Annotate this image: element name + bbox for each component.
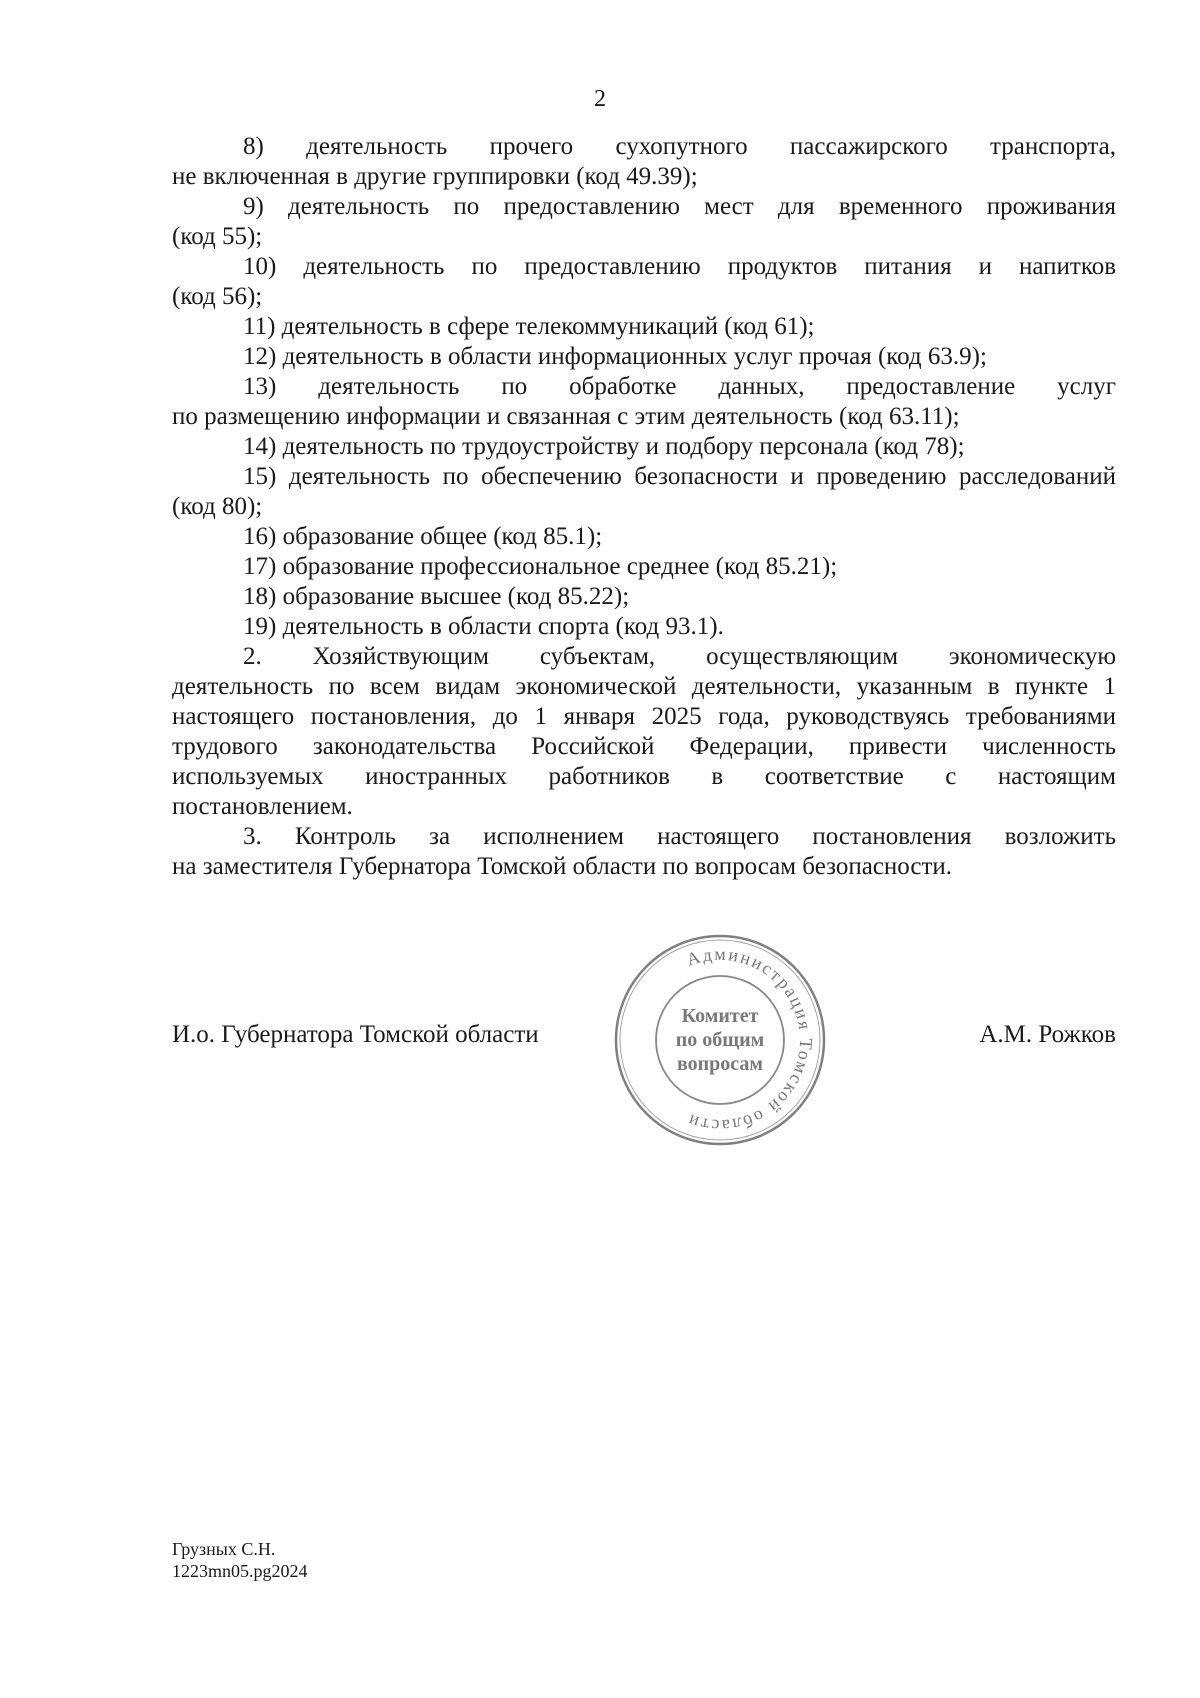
list-item-14: 14) деятельность по трудоустройству и подбору персонала (код 78); [243,433,965,460]
list-item-9-line-1: 9) деятельность по предоставлению мест для временного проживания [243,193,1116,220]
list-item-15-line-1: 15) деятельность по обеспечению безопасности и проведению расследований [243,463,1116,490]
paragraph-3-line-1: 3. Контроль за исполнением настоящего постановления возложить [243,823,1116,850]
footer-author: Грузных С.Н. [172,1539,276,1559]
list-item-8-line-2: не включенная в другие группировки (код 49.39); [172,163,698,190]
list-item-16: 16) образование общее (код 85.1); [243,523,603,550]
list-item-18: 18) образование высшее (код 85.22); [243,583,630,610]
list-item-12: 12) деятельность в области информационных услуг прочая (код 63.9); [243,343,987,370]
list-item-13-line-2: по размещению информации и связанная с этим деятельность (код 63.11); [172,403,960,430]
list-item-8-line-1: 8) деятельность прочего сухопутного пассажирского транспорта, [243,133,1116,160]
stamp-center-line-1: Комитет [681,1005,759,1027]
paragraph-2-line-5: используемых иностранных работников в соответствие с настоящим [172,763,1116,790]
list-item-19: 19) деятельность в области спорта (код 93.1). [243,613,724,640]
stamp-ring-text: Администрация Томской области [683,943,817,1137]
stamp-center-line-2: по общим [675,1029,765,1051]
signatory-position: И.о. Губернатора Томской области [172,1021,539,1048]
official-stamp [612,932,828,1148]
list-item-13-line-1: 13) деятельность по обработке данных, предоставление услуг [243,373,1116,400]
paragraph-2-line-4: трудового законодательства Российской Федерации, привести численность [172,733,1116,760]
stamp-center-line-3: вопросам [676,1053,764,1075]
stamp-seal-icon [612,932,828,1148]
list-item-10-line-1: 10) деятельность по предоставлению продуктов питания и напитков [243,253,1116,280]
paragraph-2-line-2: деятельность по всем видам экономической деятельности, указанным в пункте 1 [172,673,1116,700]
paragraph-3-line-2: на заместителя Губернатора Томской области по вопросам безопасности. [172,853,953,880]
page-number: 2 [594,86,606,112]
paragraph-2-line-3: настоящего постановления, до 1 января 2025 года, руководствуясь требованиями [172,703,1116,730]
footer-doc-code: 1223mn05.pg2024 [172,1561,308,1581]
list-item-17: 17) образование профессиональное среднее (код 85.21); [243,553,838,580]
paragraph-2-line-1: 2. Хозяйствующим субъектам, осуществляющим экономическую [243,643,1116,670]
list-item-9-line-2: (код 55); [172,223,263,250]
signatory-name: А.М. Рожков [979,1021,1116,1048]
list-item-11: 11) деятельность в сфере телекоммуникаций (код 61); [243,313,815,340]
list-item-15-line-2: (код 80); [172,493,263,520]
list-item-10-line-2: (код 56); [172,283,263,310]
paragraph-2-line-6: постановлением. [172,793,353,820]
